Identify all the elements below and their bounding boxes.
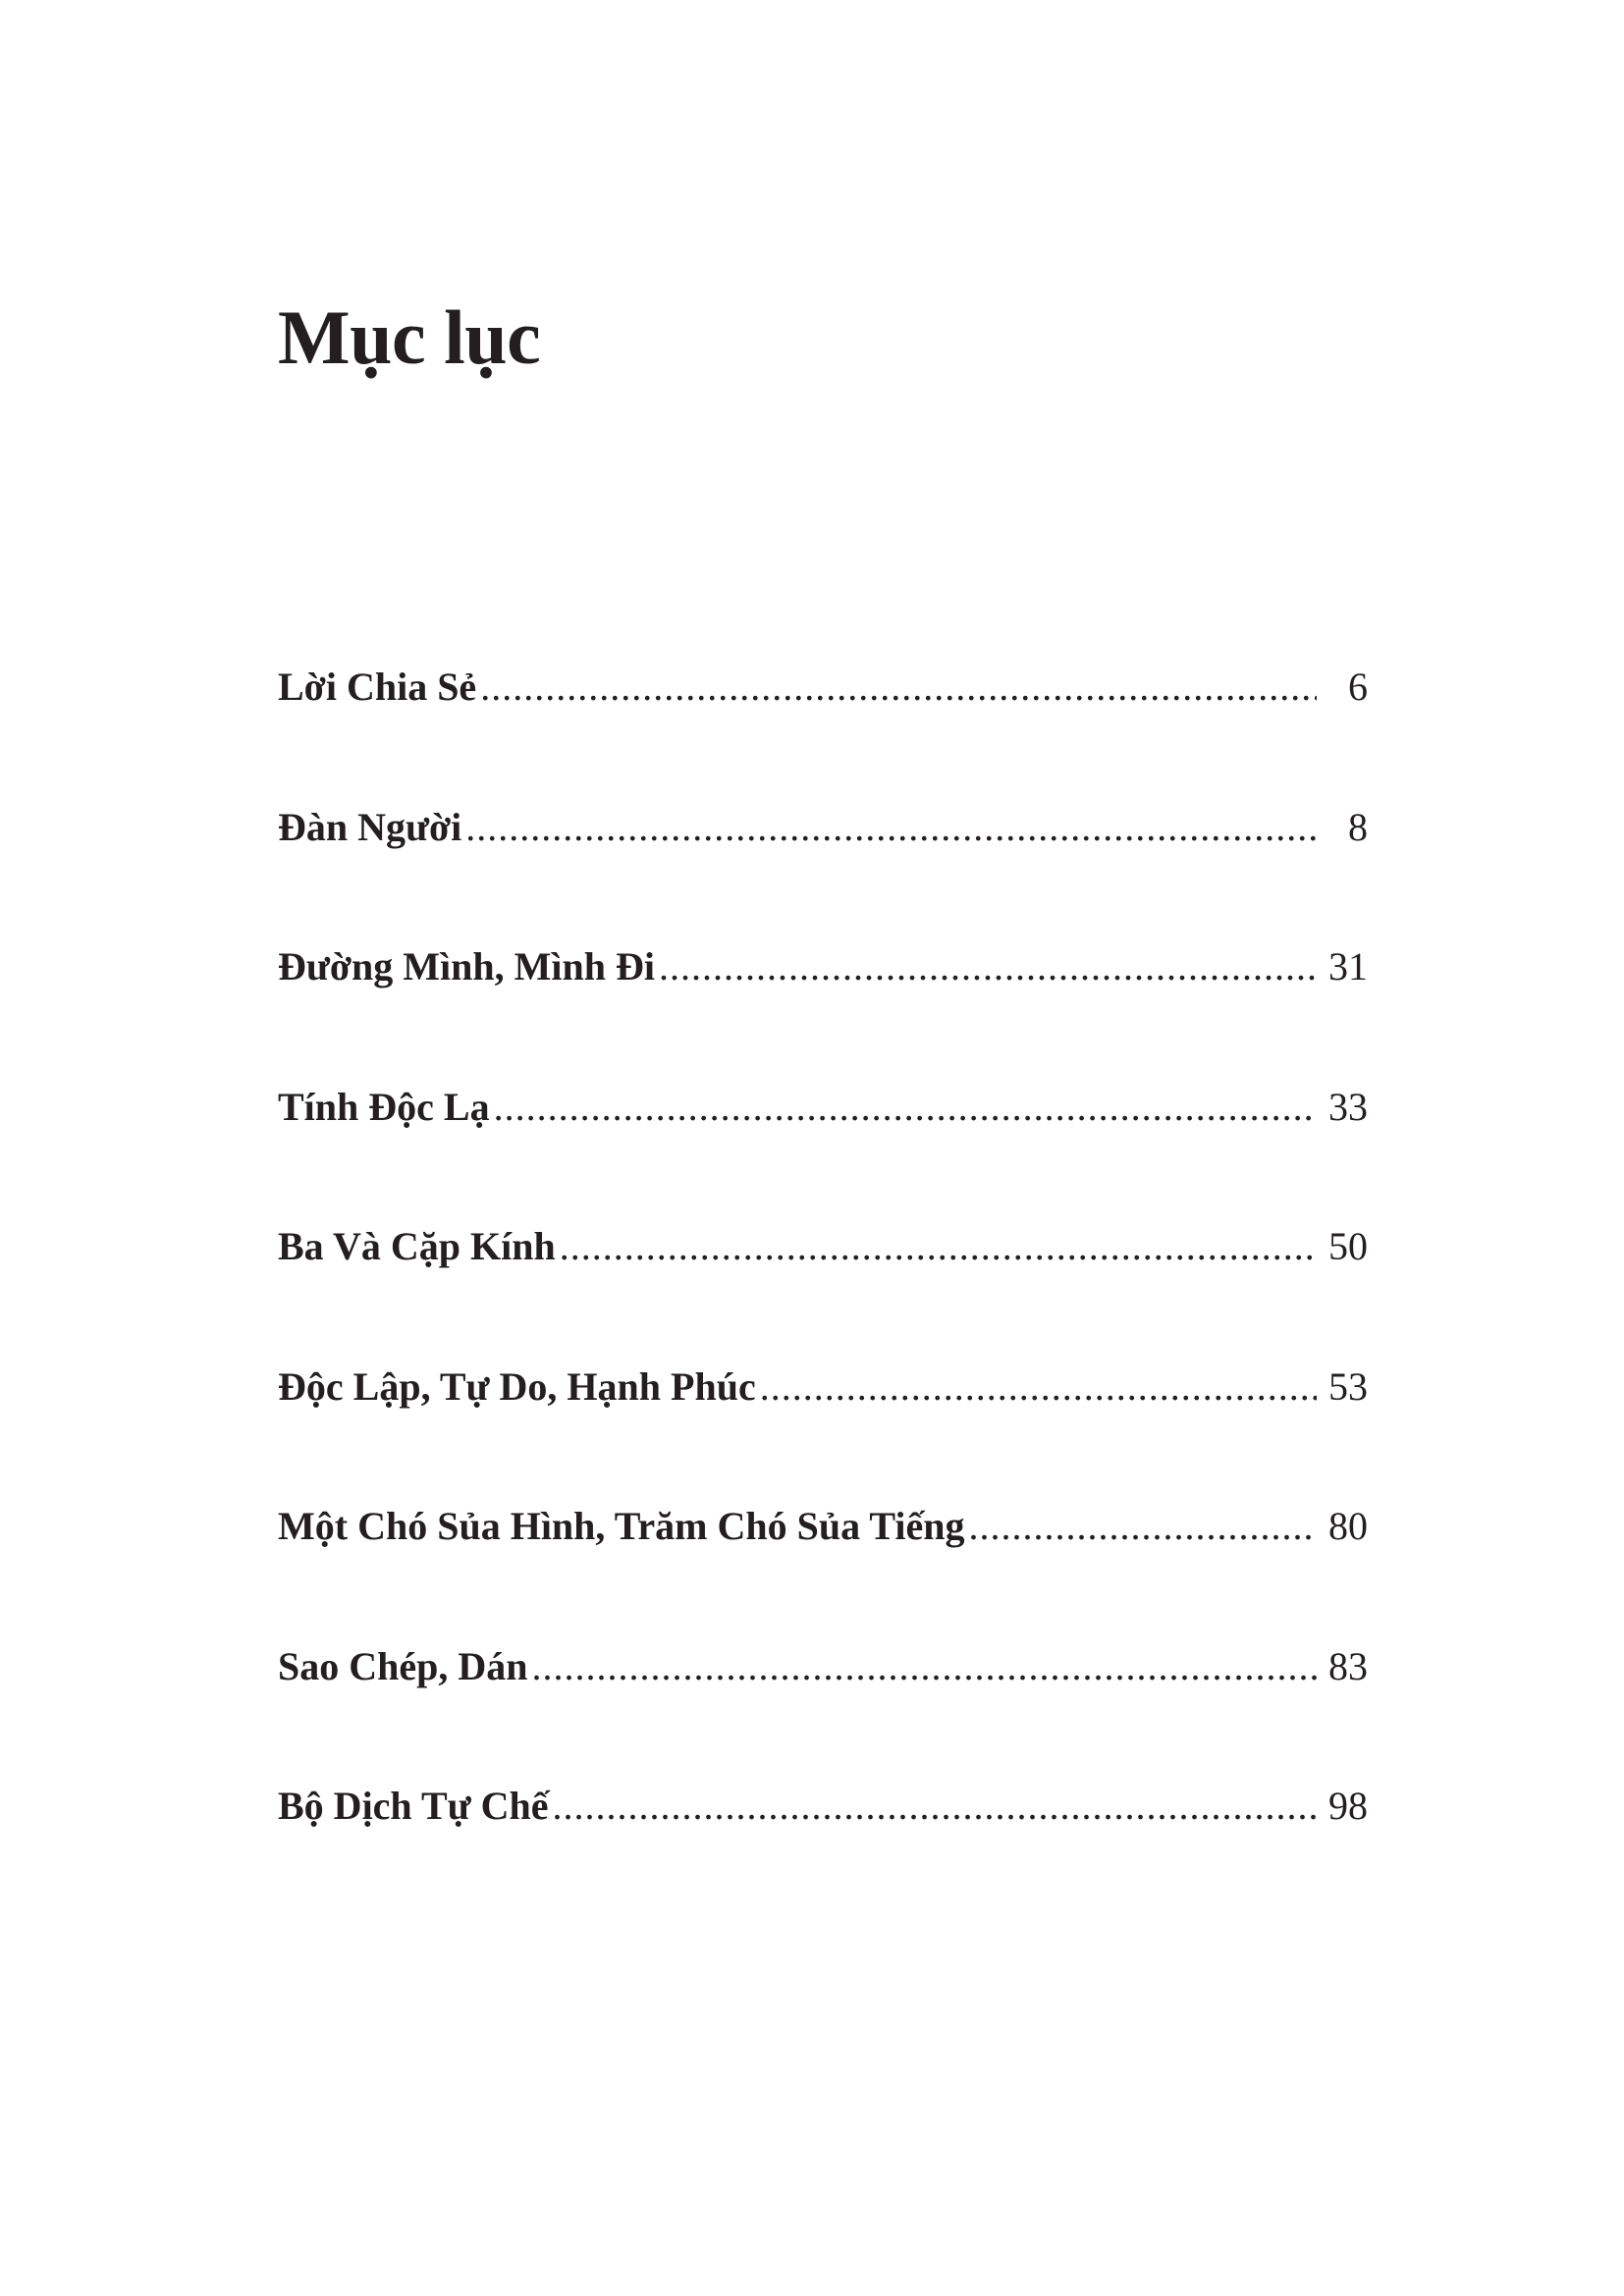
toc-entry-page: 83 <box>1328 1643 1368 1688</box>
dot-leader <box>465 798 1317 857</box>
dot-leader <box>659 937 1317 996</box>
toc-entry <box>278 1497 1368 1637</box>
toc-entry-label: Sao Chép, Dán <box>278 1643 528 1688</box>
dot-leader <box>560 1217 1317 1276</box>
toc-entry-label: Một Chó Sủa Hình, Trăm Chó Sủa Tiếng <box>278 1504 965 1548</box>
toc-entry-label: Bộ Dịch Tự Chế <box>278 1784 549 1828</box>
toc-entry-label: Độc Lập, Tự Do, Hạnh Phúc <box>278 1363 756 1409</box>
toc-entry <box>278 1358 1368 1498</box>
toc-entry-page: 98 <box>1328 1784 1368 1828</box>
dot-leader <box>968 1497 1317 1556</box>
dot-leader <box>760 1358 1317 1416</box>
page-title: Mục lục <box>278 294 541 380</box>
toc-entry-label: Ba Và Cặp Kính <box>278 1224 556 1268</box>
toc-entry <box>278 1078 1368 1218</box>
toc-entry-label: Đàn Người <box>278 804 462 849</box>
dot-leader <box>532 1637 1317 1696</box>
toc-entry <box>278 658 1368 798</box>
toc-entry-page: 53 <box>1328 1363 1368 1409</box>
toc-entry-label: Lời Chia Sẻ <box>278 665 477 709</box>
table-of-contents <box>278 658 1368 1917</box>
toc-entry-page: 50 <box>1328 1224 1368 1268</box>
toc-entry-label: Tính Độc Lạ <box>278 1084 490 1129</box>
toc-entry-page: 6 <box>1348 665 1368 709</box>
toc-entry-label: Đường Mình, Mình Đi <box>278 944 656 988</box>
toc-entry <box>278 1217 1368 1358</box>
toc-entry-page: 80 <box>1328 1504 1368 1548</box>
toc-entry <box>278 937 1368 1078</box>
toc-entry-page: 33 <box>1328 1084 1368 1129</box>
toc-entry <box>278 798 1368 938</box>
toc-entry-page: 8 <box>1348 804 1368 849</box>
toc-entry-page: 31 <box>1328 944 1368 988</box>
dot-leader <box>494 1078 1317 1137</box>
dot-leader <box>553 1777 1317 1836</box>
dot-leader <box>480 658 1317 717</box>
toc-entry <box>278 1777 1368 1917</box>
toc-entry <box>278 1637 1368 1778</box>
